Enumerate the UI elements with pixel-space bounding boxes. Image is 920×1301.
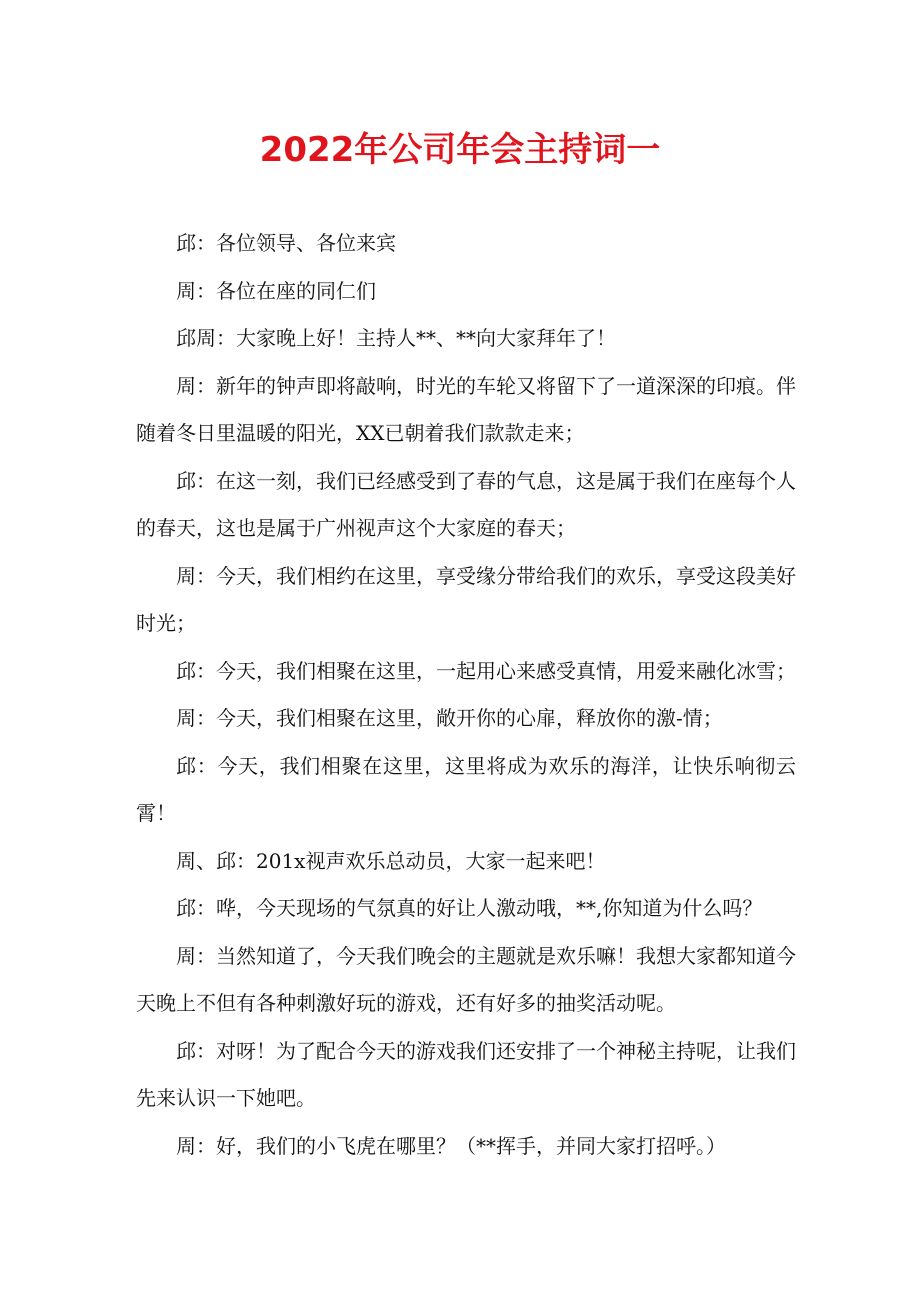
document-body	[136, 220, 796, 1170]
paragraph-12: 周：当然知道了，今天我们晚会的主题就是欢乐嘛！我想大家都知道今天晚上不但有各种刺激好玩的游戏，还有好多的抽奖活动呢。	[136, 943, 796, 1015]
paragraph-6: 周：今天，我们相约在这里，享受缘分带给我们的欢乐，享受这段美好时光；	[136, 563, 796, 635]
paragraph-9: 邱：今天，我们相聚在这里，这里将成为欢乐的海洋，让快乐响彻云霄！	[136, 753, 796, 825]
paragraph-5: 邱：在这一刻，我们已经感受到了春的气息，这是属于我们在座每个人的春天，这也是属于广州视声这个大家庭的春天；	[136, 468, 796, 540]
paragraph-4: 周：新年的钟声即将敲响，时光的车轮又将留下了一道深深的印痕。伴随着冬日里温暖的阳光，XX已朝着我们款款走来；	[136, 373, 796, 445]
paragraph-3: 邱周：大家晚上好！主持人**、**向大家拜年了！	[176, 326, 616, 350]
paragraph-14: 周：好，我们的小飞虎在哪里？（**挥手，并同大家打招呼。）	[176, 1133, 726, 1158]
paragraph-10: 周、邱：201x视声欢乐总动员，大家一起来吧！	[176, 848, 606, 873]
paragraph-7: 邱：今天，我们相聚在这里，一起用心来感受真情，用爱来融化冰雪；	[176, 658, 796, 683]
paragraph-1: 邱：各位领导、各位来宾	[176, 231, 396, 255]
paragraph-8: 周：今天，我们相聚在这里，敞开你的心扉，释放你的激-情；	[176, 706, 723, 730]
paragraph-13: 邱：对呀！为了配合今天的游戏我们还安排了一个神秘主持呢，让我们先来认识一下她吧。	[136, 1038, 796, 1110]
paragraph-2: 周：各位在座的同仁们	[176, 278, 376, 303]
paragraph-11: 邱：哗，今天现场的气氛真的好让人激动哦，**,你知道为什么吗？	[176, 896, 763, 920]
document-title: 2022年公司年会主持词一	[259, 130, 661, 170]
